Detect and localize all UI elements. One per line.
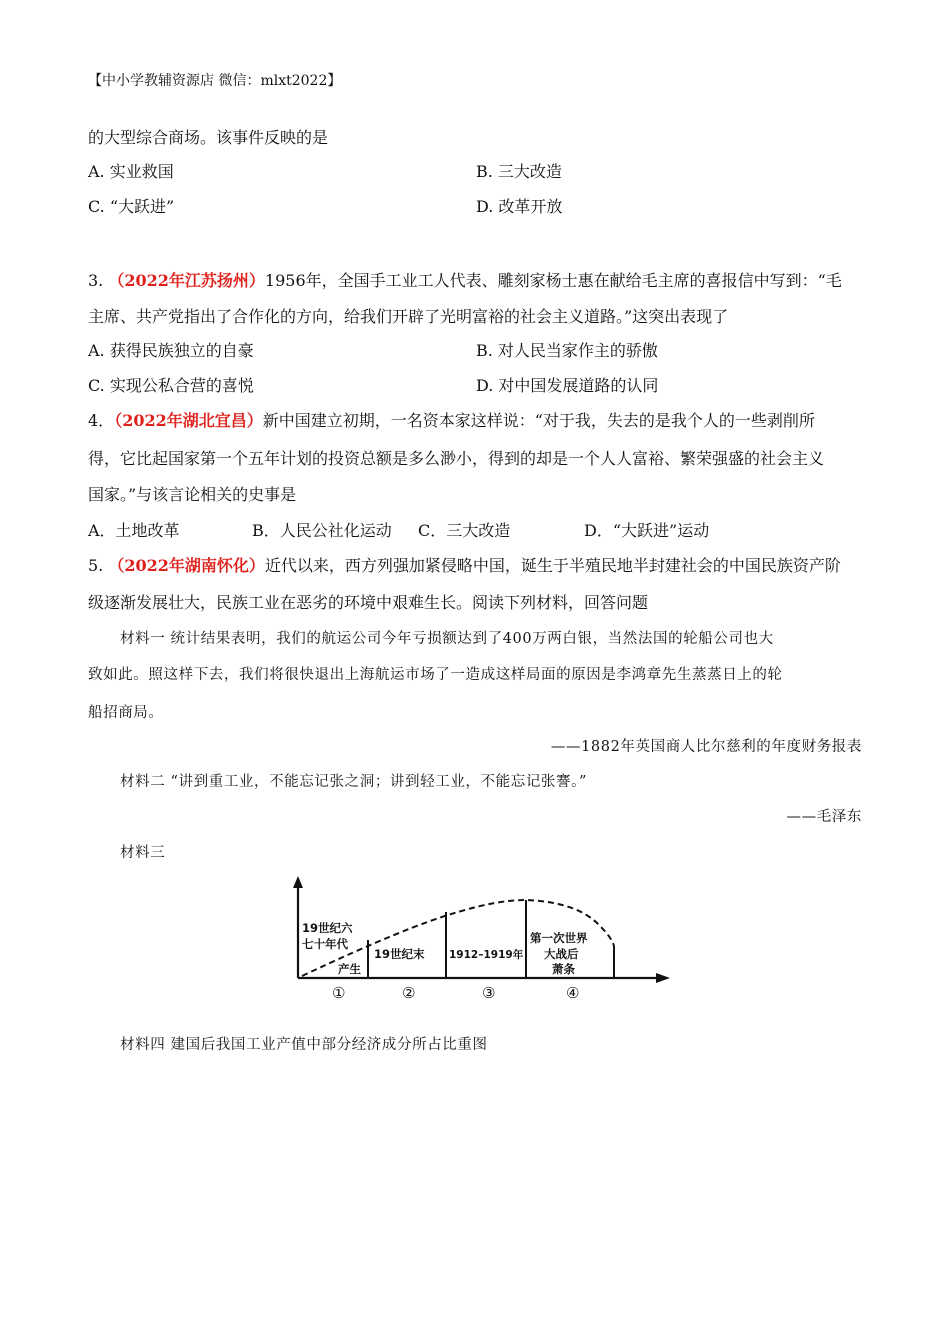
material-1-citation: ——1882年英国商人比尔慈利的年度财务报表 [550,739,862,755]
stage-1-label-b: 七十年代 [302,937,348,951]
q5-number: 5. [88,556,109,575]
q2-option-a: A. 实业救国 [88,162,174,181]
material-1-line-3: 船招商局。 [88,705,164,721]
page-header: 【中小学教辅资源店 微信：mlxt2022】 [88,73,342,89]
q4-stem-line-2: 得，它比起国家第一个五年计划的投资总额是多么渺小，得到的却是一个人人富裕、繁荣强盛的社会主义 [88,449,825,468]
material-3-label: 材料三 [120,845,166,861]
q5-stem-line-1 [88,555,841,577]
industry-development-diagram [288,872,678,1008]
q2-stem-tail: 的大型综合商场。该事件反映的是 [88,128,329,147]
q5-source: （2022年湖南怀化） [108,556,265,575]
q4-option-a: A．土地改革 [88,521,180,540]
stage-4-label-a: 第一次世界 [530,931,588,945]
q3-option-d: D. 对中国发展道路的认同 [476,376,659,395]
q4-option-c: C．三大改造 [418,521,511,540]
q2-option-c: C. “大跃进” [88,197,175,216]
stage-1-label-c: 产生 [338,962,361,976]
q3-option-c: C. 实现公私合营的喜悦 [88,376,254,395]
stage-1-label-a: 19世纪六 [302,921,353,935]
q3-stem-line-1 [88,270,842,292]
stage-2-label: 19世纪末 [374,947,425,961]
q4-option-b: B．人民公社化运动 [252,521,392,540]
stage-4-label-b: 大战后 [544,947,579,961]
q3-stem-line-2: 主席、共产党指出了合作化的方向，给我们开辟了光明富裕的社会主义道路。”这突出表现了 [88,307,729,326]
q2-option-d: D. 改革开放 [476,197,563,216]
stage-3-label: 1912–1919年 [449,949,524,961]
q3-source: （2022年江苏扬州） [108,271,265,290]
material-1-line-1: 材料一 统计结果表明，我们的航运公司今年亏损额达到了400万两白银，当然法国的轮船公司也大 [120,631,774,647]
stage-4-label-c: 萧条 [552,962,575,976]
stage-marker-2: ② [402,984,416,1002]
q2-option-b: B. 三大改造 [476,162,562,181]
q4-stem-text-1: 新中国建立初期，一名资本家这样说：“对于我，失去的是我个人的一些剥削所 [262,411,815,430]
q3-stem-text-1: 1956年，全国手工业工人代表、雕刻家杨士惠在献给毛主席的喜报信中写到：“毛 [264,271,842,290]
q3-option-b: B. 对人民当家作主的骄傲 [476,341,658,360]
stage-marker-4: ④ [566,984,580,1002]
material-4-caption: 材料四 建国后我国工业产值中部分经济成分所占比重图 [120,1037,488,1053]
material-2-line-1: 材料二 “讲到重工业，不能忘记张之洞；讲到轻工业，不能忘记张謇。” [120,774,587,790]
q3-number: 3. [88,271,109,290]
q4-source: （2022年湖北宜昌） [114,411,263,430]
q4-stem-line-3: 国家。”与该言论相关的史事是 [88,485,297,504]
q4-option-d: D．“大跃进”运动 [584,521,710,540]
q4-stem-line-1 [88,410,815,432]
stage-marker-1: ① [332,984,346,1002]
stage-marker-3: ③ [482,984,496,1002]
q5-stem-line-2: 级逐渐发展壮大，民族工业在恶劣的环境中艰难生长。阅读下列材料，回答问题 [88,593,649,612]
material-1-line-2: 致如此。照这样下去，我们将很快退出上海航运市场了一造成这样局面的原因是李鸿章先生蒸蒸日上的轮 [88,667,783,683]
y-axis-arrowhead [293,876,303,888]
q4-number: 4． [88,411,115,430]
material-2-citation: ——毛泽东 [786,809,862,825]
q5-stem-text-1: 近代以来，西方列强加紧侵略中国，诞生于半殖民地半封建社会的中国民族资产阶 [264,556,841,575]
x-axis-arrowhead [656,973,670,983]
q3-option-a: A. 获得民族独立的自豪 [88,341,254,360]
